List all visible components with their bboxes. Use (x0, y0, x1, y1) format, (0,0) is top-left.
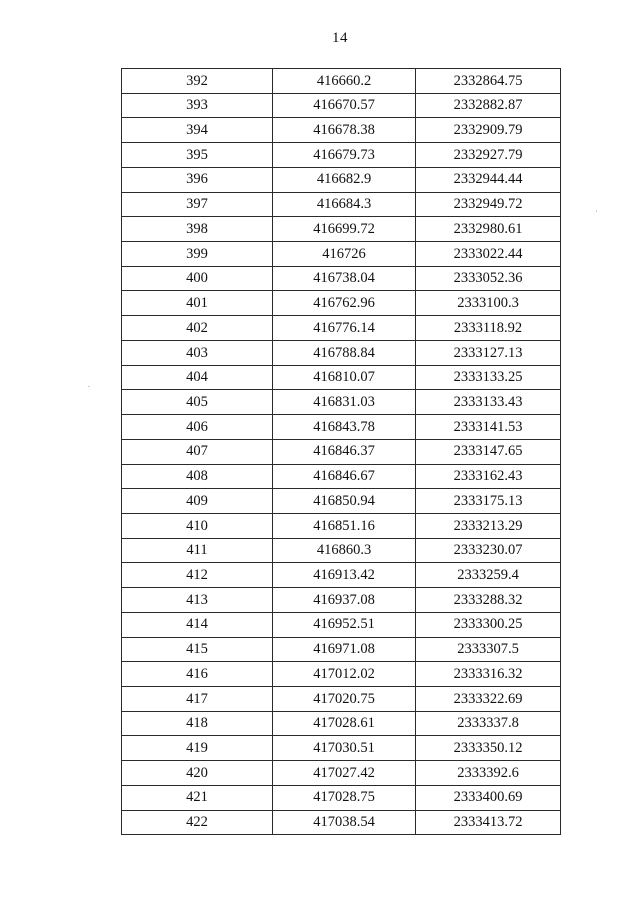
x-coordinate-cell: 416679.73 (273, 143, 416, 168)
y-coordinate-cell: 2333322.69 (416, 686, 561, 711)
x-coordinate-cell: 416850.94 (273, 489, 416, 514)
x-coordinate-cell: 416660.2 (273, 69, 416, 94)
x-coordinate-cell: 416788.84 (273, 340, 416, 365)
point-number-cell: 401 (122, 291, 273, 316)
table-row (122, 563, 561, 588)
y-coordinate-cell: 2332944.44 (416, 167, 561, 192)
x-coordinate-cell: 416684.3 (273, 192, 416, 217)
y-coordinate-cell: 2333100.3 (416, 291, 561, 316)
y-coordinate-cell: 2333175.13 (416, 489, 561, 514)
table-row (122, 761, 561, 786)
table-row (122, 439, 561, 464)
x-coordinate-cell: 416846.37 (273, 439, 416, 464)
point-number-cell: 412 (122, 563, 273, 588)
point-number-cell: 410 (122, 513, 273, 538)
x-coordinate-cell: 416738.04 (273, 266, 416, 291)
scan-speck (596, 210, 597, 212)
y-coordinate-cell: 2332909.79 (416, 118, 561, 143)
point-number-cell: 392 (122, 69, 273, 94)
y-coordinate-cell: 2333127.13 (416, 340, 561, 365)
x-coordinate-cell: 416971.08 (273, 637, 416, 662)
y-coordinate-cell: 2332980.61 (416, 217, 561, 242)
table-row (122, 217, 561, 242)
y-coordinate-cell: 2333052.36 (416, 266, 561, 291)
table-row (122, 266, 561, 291)
point-number-cell: 407 (122, 439, 273, 464)
point-number-cell: 414 (122, 612, 273, 637)
table-row (122, 316, 561, 341)
x-coordinate-cell: 417020.75 (273, 686, 416, 711)
x-coordinate-cell: 416762.96 (273, 291, 416, 316)
point-number-cell: 393 (122, 93, 273, 118)
x-coordinate-cell: 416913.42 (273, 563, 416, 588)
point-number-cell: 418 (122, 711, 273, 736)
table-row (122, 118, 561, 143)
x-coordinate-cell: 416860.3 (273, 538, 416, 563)
y-coordinate-cell: 2332949.72 (416, 192, 561, 217)
table-row (122, 93, 561, 118)
table-row (122, 538, 561, 563)
table-row (122, 340, 561, 365)
x-coordinate-cell: 416682.9 (273, 167, 416, 192)
x-coordinate-cell: 417030.51 (273, 736, 416, 761)
y-coordinate-cell: 2333162.43 (416, 464, 561, 489)
table-row (122, 513, 561, 538)
x-coordinate-cell: 416678.38 (273, 118, 416, 143)
point-number-cell: 411 (122, 538, 273, 563)
table-row (122, 489, 561, 514)
x-coordinate-cell: 416670.57 (273, 93, 416, 118)
point-number-cell: 398 (122, 217, 273, 242)
y-coordinate-cell: 2332927.79 (416, 143, 561, 168)
x-coordinate-cell: 417027.42 (273, 761, 416, 786)
point-number-cell: 421 (122, 785, 273, 810)
point-number-cell: 419 (122, 736, 273, 761)
y-coordinate-cell: 2333147.65 (416, 439, 561, 464)
point-number-cell: 395 (122, 143, 273, 168)
y-coordinate-cell: 2333230.07 (416, 538, 561, 563)
point-number-cell: 413 (122, 588, 273, 613)
x-coordinate-cell: 416810.07 (273, 365, 416, 390)
table-row (122, 291, 561, 316)
table-row (122, 810, 561, 835)
y-coordinate-cell: 2333213.29 (416, 513, 561, 538)
y-coordinate-cell: 2333300.25 (416, 612, 561, 637)
y-coordinate-cell: 2333413.72 (416, 810, 561, 835)
y-coordinate-cell: 2332882.87 (416, 93, 561, 118)
table-row (122, 167, 561, 192)
x-coordinate-cell: 417028.61 (273, 711, 416, 736)
table-row (122, 662, 561, 687)
x-coordinate-cell: 416952.51 (273, 612, 416, 637)
x-coordinate-cell: 417012.02 (273, 662, 416, 687)
x-coordinate-cell: 416726 (273, 242, 416, 267)
table-row (122, 785, 561, 810)
coordinates-table (121, 68, 561, 835)
table-row (122, 415, 561, 440)
point-number-cell: 394 (122, 118, 273, 143)
x-coordinate-cell: 416776.14 (273, 316, 416, 341)
point-number-cell: 400 (122, 266, 273, 291)
y-coordinate-cell: 2332864.75 (416, 69, 561, 94)
x-coordinate-cell: 416846.67 (273, 464, 416, 489)
y-coordinate-cell: 2333259.4 (416, 563, 561, 588)
table-row (122, 711, 561, 736)
y-coordinate-cell: 2333133.25 (416, 365, 561, 390)
point-number-cell: 420 (122, 761, 273, 786)
point-number-cell: 402 (122, 316, 273, 341)
x-coordinate-cell: 417038.54 (273, 810, 416, 835)
y-coordinate-cell: 2333392.6 (416, 761, 561, 786)
point-number-cell: 399 (122, 242, 273, 267)
point-number-cell: 416 (122, 662, 273, 687)
y-coordinate-cell: 2333141.53 (416, 415, 561, 440)
point-number-cell: 405 (122, 390, 273, 415)
point-number-cell: 415 (122, 637, 273, 662)
y-coordinate-cell: 2333022.44 (416, 242, 561, 267)
table-row (122, 143, 561, 168)
table-row (122, 637, 561, 662)
y-coordinate-cell: 2333337.8 (416, 711, 561, 736)
point-number-cell: 422 (122, 810, 273, 835)
table-row (122, 464, 561, 489)
y-coordinate-cell: 2333400.69 (416, 785, 561, 810)
point-number-cell: 408 (122, 464, 273, 489)
y-coordinate-cell: 2333307.5 (416, 637, 561, 662)
table-row (122, 686, 561, 711)
table-row (122, 365, 561, 390)
table-row (122, 242, 561, 267)
table-row (122, 612, 561, 637)
x-coordinate-cell: 416699.72 (273, 217, 416, 242)
y-coordinate-cell: 2333288.32 (416, 588, 561, 613)
point-number-cell: 404 (122, 365, 273, 390)
coordinates-table-body (122, 69, 561, 835)
x-coordinate-cell: 416937.08 (273, 588, 416, 613)
point-number-cell: 397 (122, 192, 273, 217)
page-number: 14 (332, 30, 348, 46)
table-row (122, 192, 561, 217)
table-row (122, 69, 561, 94)
table-row (122, 390, 561, 415)
table-row (122, 588, 561, 613)
x-coordinate-cell: 416831.03 (273, 390, 416, 415)
x-coordinate-cell: 417028.75 (273, 785, 416, 810)
x-coordinate-cell: 416843.78 (273, 415, 416, 440)
y-coordinate-cell: 2333350.12 (416, 736, 561, 761)
y-coordinate-cell: 2333133.43 (416, 390, 561, 415)
x-coordinate-cell: 416851.16 (273, 513, 416, 538)
point-number-cell: 403 (122, 340, 273, 365)
y-coordinate-cell: 2333316.32 (416, 662, 561, 687)
point-number-cell: 409 (122, 489, 273, 514)
table-row (122, 736, 561, 761)
point-number-cell: 406 (122, 415, 273, 440)
point-number-cell: 417 (122, 686, 273, 711)
scan-speck (88, 386, 90, 387)
y-coordinate-cell: 2333118.92 (416, 316, 561, 341)
point-number-cell: 396 (122, 167, 273, 192)
